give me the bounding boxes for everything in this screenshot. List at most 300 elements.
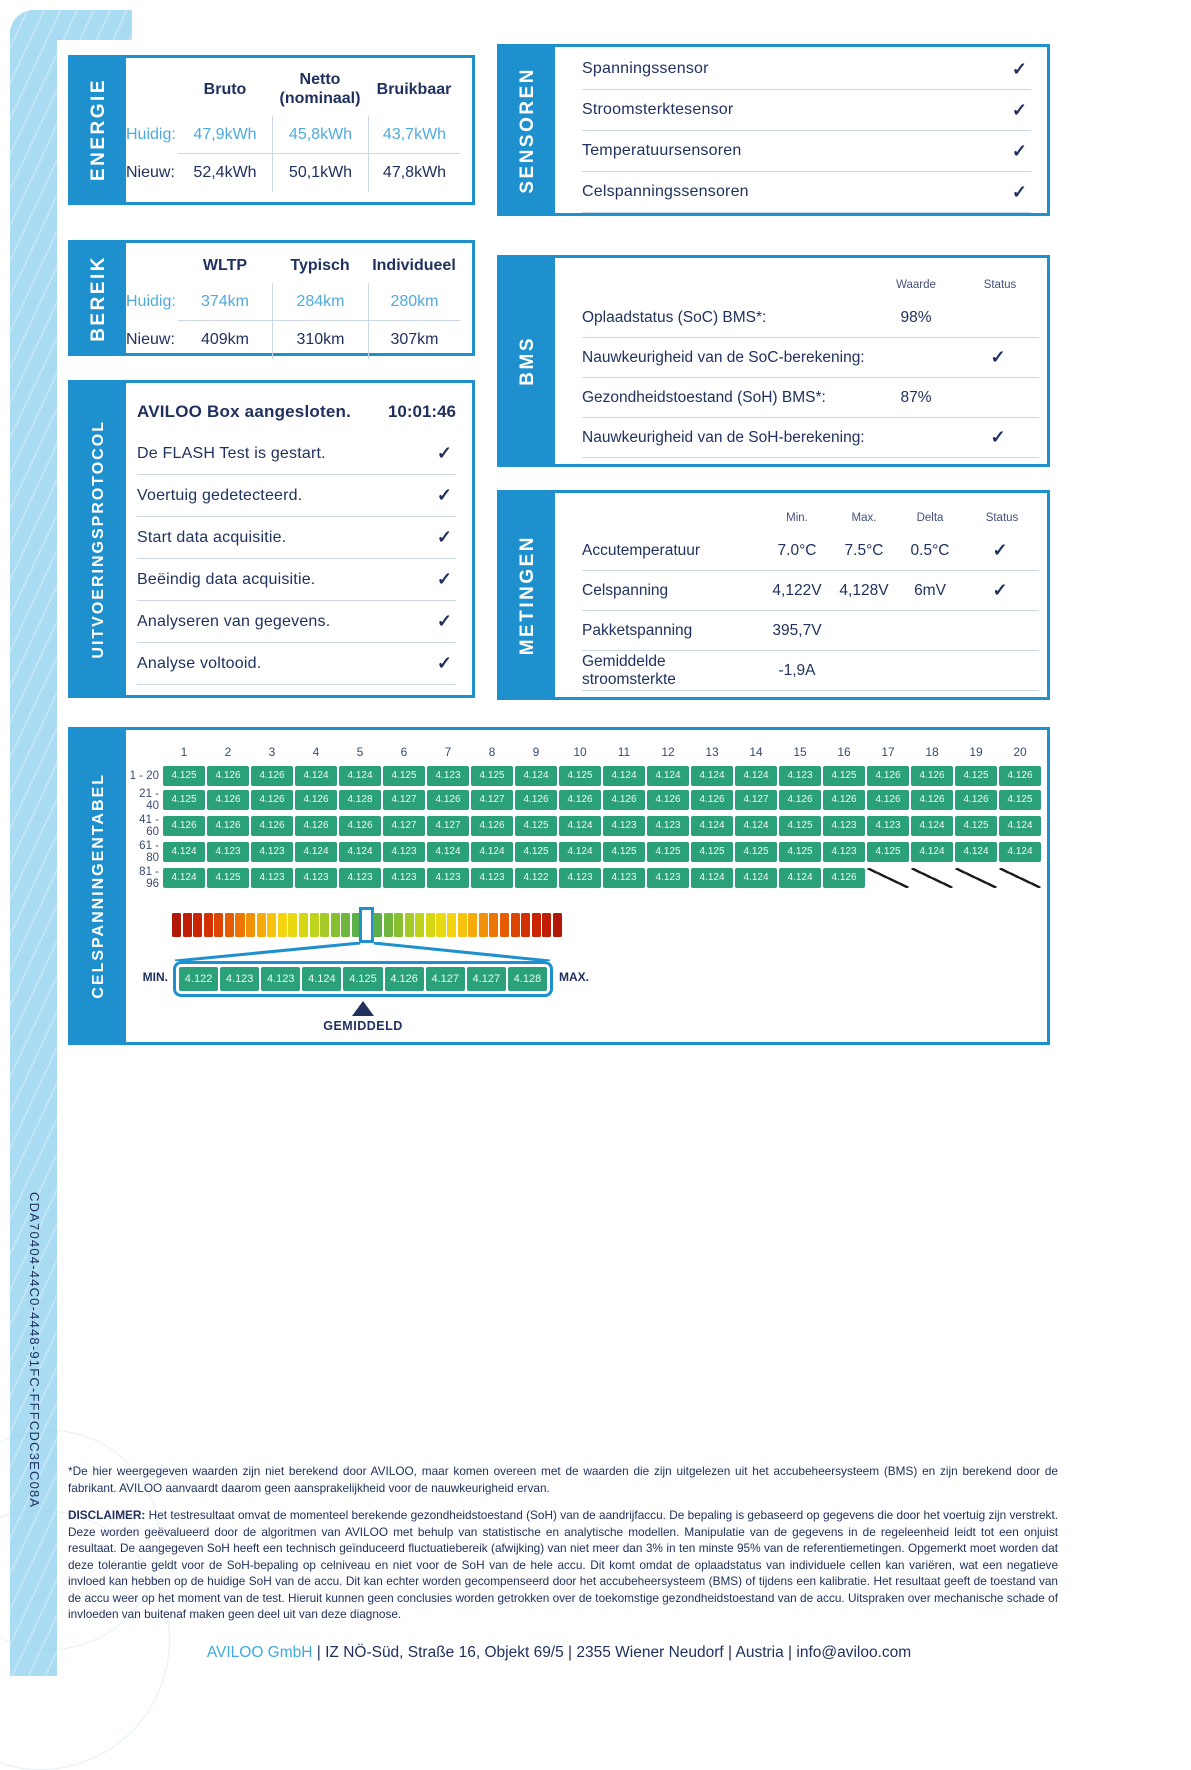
bms-row-label: Nauwkeurigheid van de SoH-berekening: [582, 428, 865, 446]
minmax-voltage-value: 4.122 [179, 967, 218, 991]
cell-column-number: 9 [532, 745, 540, 759]
cell-voltage-value: 4.123 [339, 868, 381, 888]
bms-row [582, 378, 1039, 418]
cell-voltage-value: 4.124 [999, 816, 1041, 836]
cell-voltage-value: 4.124 [339, 766, 381, 786]
cell-voltage-value: 4.125 [515, 816, 557, 836]
cell-table-row [126, 788, 1047, 812]
check-icon: ✓ [436, 527, 452, 547]
tab-uitvoeringsprotocol-label: UITVOERINGSPROTOCOL [89, 419, 107, 659]
tab-energie [71, 58, 126, 202]
cell-column-number: 5 [356, 745, 364, 759]
protocol-step-row [137, 433, 456, 475]
cell-column-number: 20 [1013, 745, 1027, 759]
protocol-step-label: Analyseren van gegevens. [137, 612, 331, 630]
minmax-voltage-value: 4.125 [343, 967, 382, 991]
footer-address: | IZ NÖ-Süd, Straße 16, Objekt 69/5 | 2355 Wiener Neudorf | Austria | info@aviloo.com [312, 1644, 912, 1661]
cell-voltage-value: 4.125 [823, 766, 865, 786]
bms-col-header: Status [983, 279, 1017, 291]
gradient-segment [542, 913, 551, 937]
gradient-segment [267, 913, 276, 937]
cell-voltage-value: 4.126 [251, 766, 293, 786]
gradient-segment [373, 913, 382, 937]
minmax-voltage-value: 4.128 [508, 967, 547, 991]
check-icon: ✓ [436, 653, 452, 673]
energie-value: 43,7kWh [368, 116, 460, 153]
metingen-row [582, 611, 1039, 651]
metingen-min-value: 4,122V [772, 581, 822, 599]
cell-voltage-value: 4.126 [823, 868, 865, 888]
row-label: Huidig: [126, 125, 176, 143]
check-icon: ✓ [1011, 58, 1027, 79]
sensor-label: Spanningssensor [582, 60, 709, 77]
cell-column-number: 16 [837, 745, 851, 759]
metingen-min-value: -1,9A [778, 661, 816, 679]
cell-voltage-value: 4.124 [515, 766, 557, 786]
gradient-segment [405, 913, 414, 937]
cell-voltage-value: 4.126 [559, 790, 601, 810]
cell-voltage-value: 4.125 [735, 842, 777, 862]
cell-voltage-value: 4.125 [163, 790, 205, 810]
footer [68, 1644, 1050, 1662]
cell-voltage-value: 4.125 [163, 766, 205, 786]
check-icon: ✓ [992, 580, 1008, 600]
gradient-segment [500, 913, 509, 937]
section-bereik [68, 240, 475, 356]
gradient-segment [257, 913, 266, 937]
cell-column-number: 14 [749, 745, 763, 759]
metingen-row-label: Pakketspanning [582, 621, 693, 639]
cell-voltage-value: 4.123 [823, 816, 865, 836]
min-label: MIN. [142, 970, 168, 984]
cell-voltage-value: 4.124 [471, 842, 513, 862]
average-label: GEMIDDELD [323, 1019, 403, 1033]
cell-voltage-area [126, 730, 1047, 1042]
section-metingen [497, 490, 1050, 700]
cell-table-cells [163, 766, 1041, 786]
cell-voltage-value: 4.124 [691, 868, 733, 888]
gradient-segment [193, 913, 202, 937]
cell-empty [999, 868, 1041, 888]
cell-voltage-value: 4.126 [207, 790, 249, 810]
bms-header-row [582, 272, 1039, 298]
cell-voltage-value: 4.126 [515, 790, 557, 810]
cell-table-row [126, 866, 1047, 890]
cell-voltage-value: 4.126 [251, 816, 293, 836]
bereik-value: 280km [368, 283, 460, 320]
cell-column-number: 2 [224, 745, 232, 759]
protocol-step-row [137, 643, 456, 685]
energie-col-header: Netto (nominaal) [279, 71, 361, 107]
gradient-segment [447, 913, 456, 937]
cell-voltage-value: 4.125 [647, 842, 689, 862]
average-marker-triangle [352, 1001, 374, 1016]
cell-voltage-value: 4.127 [383, 790, 425, 810]
bms-value: 98% [900, 308, 932, 326]
gradient-segment [278, 913, 287, 937]
check-icon: ✓ [990, 427, 1006, 447]
cell-voltage-value: 4.123 [383, 842, 425, 862]
minmax-voltage-value: 4.123 [261, 967, 300, 991]
report-id: CDA70404-44C0-4448-91FC-FFFCDC3EC08A [27, 1192, 42, 1509]
protocol-step-row [137, 517, 456, 559]
gradient-segment [458, 913, 467, 937]
cell-voltage-value: 4.127 [427, 816, 469, 836]
min-max-voltage-box [173, 961, 553, 997]
protocol-time: 10:01:46 [387, 402, 456, 421]
metingen-row-label: Celspanning [582, 581, 669, 599]
cell-column-number: 10 [573, 745, 587, 759]
cell-row-label: 61 - 80 [139, 840, 159, 864]
cell-voltage-value: 4.126 [163, 816, 205, 836]
gradient-segment [521, 913, 530, 937]
bms-row [582, 338, 1039, 378]
cell-voltage-value: 4.124 [427, 842, 469, 862]
energie-row [126, 153, 460, 192]
section-bms [497, 255, 1050, 467]
tab-uitvoeringsprotocol [71, 383, 126, 695]
energie-value: 47,8kWh [368, 153, 460, 192]
gradient-segment [511, 913, 520, 937]
metingen-row-label: Accutemperatuur [582, 541, 701, 559]
energie-value: 52,4kWh [178, 153, 272, 192]
cell-voltage-value: 4.126 [647, 790, 689, 810]
section-celspanningentabel [68, 727, 1050, 1045]
cell-voltage-value: 4.122 [515, 868, 557, 888]
cell-voltage-value: 4.123 [867, 816, 909, 836]
tab-metingen [500, 493, 555, 697]
cell-table-row [126, 840, 1047, 864]
cell-column-number: 18 [925, 745, 939, 759]
protocol-step-row [137, 559, 456, 601]
cell-table-cells [163, 790, 1041, 810]
cell-voltage-value: 4.126 [955, 790, 997, 810]
protocol-header-label: AVILOO Box aangesloten. [137, 402, 351, 421]
cell-voltage-value: 4.126 [207, 766, 249, 786]
metingen-row-label: Gemiddelde stroomsterkte [582, 652, 676, 688]
check-icon: ✓ [1011, 181, 1027, 202]
cell-voltage-value: 4.126 [999, 766, 1041, 786]
protocol-step-row [137, 475, 456, 517]
bms-table [555, 258, 1047, 464]
cell-column-number: 8 [488, 745, 496, 759]
gradient-segment [532, 913, 541, 937]
bms-row-label: Oplaadstatus (SoC) BMS*: [582, 308, 767, 326]
cell-column-number: 7 [444, 745, 452, 759]
bereik-value: 284km [272, 283, 368, 320]
cell-voltage-value: 4.126 [251, 790, 293, 810]
sensor-row [582, 49, 1031, 90]
bereik-value: 307km [368, 320, 460, 359]
cell-voltage-value: 4.124 [911, 816, 953, 836]
metingen-header-row [582, 505, 1039, 531]
bereik-table [126, 243, 472, 353]
cell-voltage-value: 4.124 [339, 842, 381, 862]
cell-voltage-value: 4.123 [647, 816, 689, 836]
cell-voltage-value: 4.128 [339, 790, 381, 810]
sensoren-list [555, 47, 1047, 213]
protocol-step-label: Analyse voltooid. [137, 654, 262, 672]
sensor-label: Temperatuursensoren [582, 142, 742, 159]
gradient-segment [320, 913, 329, 937]
metingen-max-value: 4,128V [839, 581, 889, 599]
disclaimer-label: DISCLAIMER: [68, 1508, 146, 1522]
energie-value: 50,1kWh [272, 153, 368, 192]
cell-table-row [126, 814, 1047, 838]
metingen-delta-value: 6mV [914, 581, 946, 599]
metingen-col-header: Max. [851, 512, 877, 524]
protocol-list [126, 383, 472, 695]
check-icon: ✓ [436, 569, 452, 589]
gradient-segment [172, 913, 181, 937]
cell-voltage-value: 4.124 [735, 868, 777, 888]
tab-bereik [71, 243, 126, 353]
cell-column-number: 17 [881, 745, 895, 759]
cell-voltage-value: 4.123 [383, 868, 425, 888]
cell-voltage-value: 4.124 [735, 816, 777, 836]
cell-voltage-value: 4.123 [471, 868, 513, 888]
cell-row-label: 41 - 60 [139, 814, 159, 838]
bms-row-label: Gezondheidstoestand (SoH) BMS*: [582, 388, 826, 406]
tab-bms [500, 258, 555, 464]
minmax-voltage-value: 4.124 [302, 967, 341, 991]
cell-voltage-value: 4.126 [911, 766, 953, 786]
disclaimer-text: Het testresultaat omvat de momenteel berekende gezondheidstoestand (SoH) van de aandrijfaccu. De bepaling is gebaseerd op gegevens die door het voertuig zijn verstrekt. Deze worden geëvalueerd door de algoritmen van AVILOO met behulp van statistische en analytische modellen. Manipulatie van de gegevens in de regeleenheid leidt tot een onjuist resultaat. De aangegeven SoH heeft een technisch geïnduceerd fluctuatiebereik (afwijking) van niet meer dan 3% in ten minste 95% van de referentiemetingen. Opgemerkt moet worden dat deze tolerantie geldt voor de SoH-bepaling op celniveau en niet voor de SoH van de hele accu. Dit komt omdat de oplaadstatus van individuele cellen kan variëren, wat een negatieve invloed kan hebben op de huidige SoH van de accu. Dit kan echter worden gecompenseerd door het accubeheersysteem (BMS) of tijdens een kalibratie. Het resultaat geeft de toestand van de accu weer op het moment van de test. Hieruit kunnen geen conclusies worden getrokken over de toekomstige gezondheidstoestand van de accu. Uitspraken over mechanische schade of invloeden van buitenaf maken geen deel uit van deze diagnose. [68, 1508, 1058, 1621]
cell-empty [955, 868, 997, 888]
cell-column-number: 19 [969, 745, 983, 759]
cell-voltage-value: 4.125 [779, 842, 821, 862]
gradient-segment [415, 913, 424, 937]
cell-voltage-value: 4.124 [691, 766, 733, 786]
cell-empty [867, 868, 909, 888]
cell-voltage-value: 4.127 [383, 816, 425, 836]
metingen-row [582, 571, 1039, 611]
bms-row [582, 418, 1039, 458]
cell-voltage-value: 4.123 [427, 868, 469, 888]
cell-voltage-value: 4.125 [999, 790, 1041, 810]
energie-value: 47,9kWh [193, 125, 257, 143]
cell-voltage-value: 4.123 [295, 868, 337, 888]
cell-voltage-value: 4.126 [427, 790, 469, 810]
gradient-segment [235, 913, 244, 937]
cell-voltage-value: 4.124 [163, 868, 205, 888]
cell-voltage-value: 4.123 [207, 842, 249, 862]
cell-voltage-value: 4.125 [471, 766, 513, 786]
cell-voltage-value: 4.124 [295, 766, 337, 786]
cell-voltage-value: 4.124 [999, 842, 1041, 862]
metingen-min-value: 7.0°C [777, 541, 817, 559]
cell-voltage-value: 4.124 [911, 842, 953, 862]
metingen-col-header: Min. [786, 512, 808, 524]
protocol-step-row [137, 601, 456, 643]
tab-sensoren [500, 47, 555, 213]
cell-column-number: 15 [793, 745, 807, 759]
gradient-segment [489, 913, 498, 937]
cell-table-header-cells [163, 744, 1041, 760]
bereik-row [126, 320, 460, 359]
cell-voltage-value: 4.123 [603, 868, 645, 888]
metingen-row [582, 531, 1039, 571]
metingen-col-header: Status [985, 512, 1019, 524]
cell-voltage-value: 4.124 [955, 842, 997, 862]
cell-voltage-value: 4.126 [867, 766, 909, 786]
cell-voltage-value: 4.126 [471, 816, 513, 836]
bereik-col-header: Individueel [372, 256, 456, 274]
gradient-segment [553, 913, 562, 937]
bms-row [582, 298, 1039, 338]
cell-voltage-value: 4.126 [339, 816, 381, 836]
tab-energie-label: ENERGIE [87, 78, 109, 182]
tab-celspanningentabel-label: CELSPANNINGENTABEL [89, 773, 107, 999]
cell-voltage-value: 4.124 [735, 766, 777, 786]
bms-col-header: Waarde [896, 279, 936, 291]
cell-row-label: 81 - 96 [139, 866, 159, 890]
gradient-highlight-segment [362, 913, 371, 937]
bereik-col-header: Typisch [290, 256, 350, 274]
cell-column-number: 4 [312, 745, 320, 759]
cell-voltage-value: 4.126 [295, 790, 337, 810]
tab-metingen-label: METINGEN [516, 534, 538, 656]
minmax-voltage-value: 4.126 [385, 967, 424, 991]
cell-empty [911, 868, 953, 888]
cell-voltage-value: 4.125 [383, 766, 425, 786]
cell-column-number: 13 [705, 745, 719, 759]
cell-column-number: 3 [268, 745, 276, 759]
cell-voltage-value: 4.126 [867, 790, 909, 810]
section-uitvoeringsprotocol [68, 380, 475, 698]
cell-voltage-value: 4.125 [603, 842, 645, 862]
gradient-segment [183, 913, 192, 937]
energie-value: 45,8kWh [272, 116, 368, 153]
gradient-segment [288, 913, 297, 937]
section-energie [68, 55, 475, 205]
cell-voltage-value: 4.123 [823, 842, 865, 862]
cell-voltage-value: 4.126 [603, 790, 645, 810]
sensor-label: Celspanningssensoren [582, 183, 749, 200]
gradient-segment [204, 913, 213, 937]
cell-voltage-value: 4.124 [647, 766, 689, 786]
protocol-step-label: Voertuig gedetecteerd. [137, 486, 303, 504]
cell-table-cells [163, 816, 1041, 836]
energie-col-header: Bruikbaar [376, 80, 452, 98]
row-label: Nieuw: [126, 163, 175, 181]
cell-voltage-value: 4.123 [427, 766, 469, 786]
cell-voltage-value: 4.124 [559, 842, 601, 862]
cell-voltage-value: 4.125 [515, 842, 557, 862]
gradient-segment [341, 913, 350, 937]
gradient-segment [246, 913, 255, 937]
bereik-row [126, 283, 460, 320]
bms-row-label: Nauwkeurigheid van de SoC-berekening: [582, 348, 865, 366]
check-icon: ✓ [990, 347, 1006, 367]
cell-column-number: 12 [661, 745, 675, 759]
gradient-segment [310, 913, 319, 937]
gradient-segment [468, 913, 477, 937]
cell-voltage-value: 4.123 [647, 868, 689, 888]
cell-voltage-value: 4.127 [735, 790, 777, 810]
cell-voltage-value: 4.125 [955, 766, 997, 786]
cell-voltage-value: 4.124 [295, 842, 337, 862]
energie-row [126, 116, 460, 153]
cell-voltage-value: 4.126 [295, 816, 337, 836]
cell-voltage-value: 4.123 [603, 816, 645, 836]
bereik-header-row [126, 253, 460, 283]
protocol-step-label: Start data acquisitie. [137, 528, 287, 546]
cell-voltage-value: 4.126 [911, 790, 953, 810]
cell-column-number: 1 [180, 745, 188, 759]
bereik-col-header: WLTP [202, 256, 248, 274]
check-icon: ✓ [992, 540, 1008, 560]
check-icon: ✓ [436, 485, 452, 505]
bms-footnote: *De hier weergegeven waarden zijn niet berekend door AVILOO, maar komen overeen met de waarden die zijn uitgelezen uit het accubeheersysteem (BMS) en zijn berekend door de fabrikant. AVILOO aanvaardt daarom geen aansprakelijkheid voor de nauwkeurigheid ervan. [68, 1464, 1058, 1495]
cell-row-label: 1 - 20 [129, 770, 159, 782]
protocol-header-row [137, 391, 456, 433]
metingen-table [555, 493, 1047, 697]
metingen-max-value: 7.5°C [844, 541, 884, 559]
bereik-value: 374km [200, 292, 250, 310]
cell-voltage-value: 4.124 [603, 766, 645, 786]
cell-voltage-value: 4.124 [163, 842, 205, 862]
energie-table [126, 58, 472, 202]
cell-voltage-value: 4.124 [779, 868, 821, 888]
cell-voltage-value: 4.125 [867, 842, 909, 862]
footer-company: AVILOO GmbH [206, 1644, 313, 1661]
gradient-segment [331, 913, 340, 937]
tab-bereik-label: BEREIK [87, 254, 109, 342]
zoom-funnel-lines [172, 942, 562, 961]
bereik-value: 409km [178, 320, 272, 359]
cell-voltage-value: 4.126 [823, 790, 865, 810]
gradient-segment [394, 913, 403, 937]
gradient-segment [214, 913, 223, 937]
check-icon: ✓ [436, 443, 452, 463]
cell-voltage-value: 4.124 [691, 816, 733, 836]
cell-voltage-value: 4.126 [207, 816, 249, 836]
cell-voltage-value: 4.125 [691, 842, 733, 862]
disclaimer [68, 1507, 1058, 1623]
cell-table-row [126, 766, 1047, 786]
cell-column-number: 11 [617, 745, 631, 759]
minmax-voltage-value: 4.127 [426, 967, 465, 991]
gradient-segment [436, 913, 445, 937]
cell-voltage-table [126, 744, 1047, 890]
check-icon: ✓ [1011, 140, 1027, 161]
gradient-segment [479, 913, 488, 937]
metingen-min-value: 395,7V [772, 621, 822, 639]
cell-voltage-value: 4.123 [251, 842, 293, 862]
tab-sensoren-label: SENSOREN [516, 66, 538, 194]
check-icon: ✓ [1011, 99, 1027, 120]
cell-voltage-value: 4.125 [207, 868, 249, 888]
max-label: MAX. [559, 970, 589, 984]
tab-celspanningentabel [71, 730, 126, 1042]
sensor-row [582, 172, 1031, 213]
metingen-row [582, 651, 1039, 691]
cell-table-header-row [126, 744, 1047, 760]
cell-voltage-value: 4.124 [559, 816, 601, 836]
energie-header-row [126, 68, 460, 116]
gradient-segment [299, 913, 308, 937]
metingen-col-header: Delta [916, 512, 944, 524]
cell-voltage-value: 4.125 [559, 766, 601, 786]
sensor-row [582, 90, 1031, 131]
protocol-step-label: Beëindig data acquisitie. [137, 570, 316, 588]
section-sensoren [497, 44, 1050, 216]
protocol-step-label: De FLASH Test is gestart. [137, 444, 326, 462]
minmax-voltage-value: 4.123 [220, 967, 259, 991]
cell-voltage-value: 4.126 [691, 790, 733, 810]
cell-voltage-value: 4.123 [559, 868, 601, 888]
